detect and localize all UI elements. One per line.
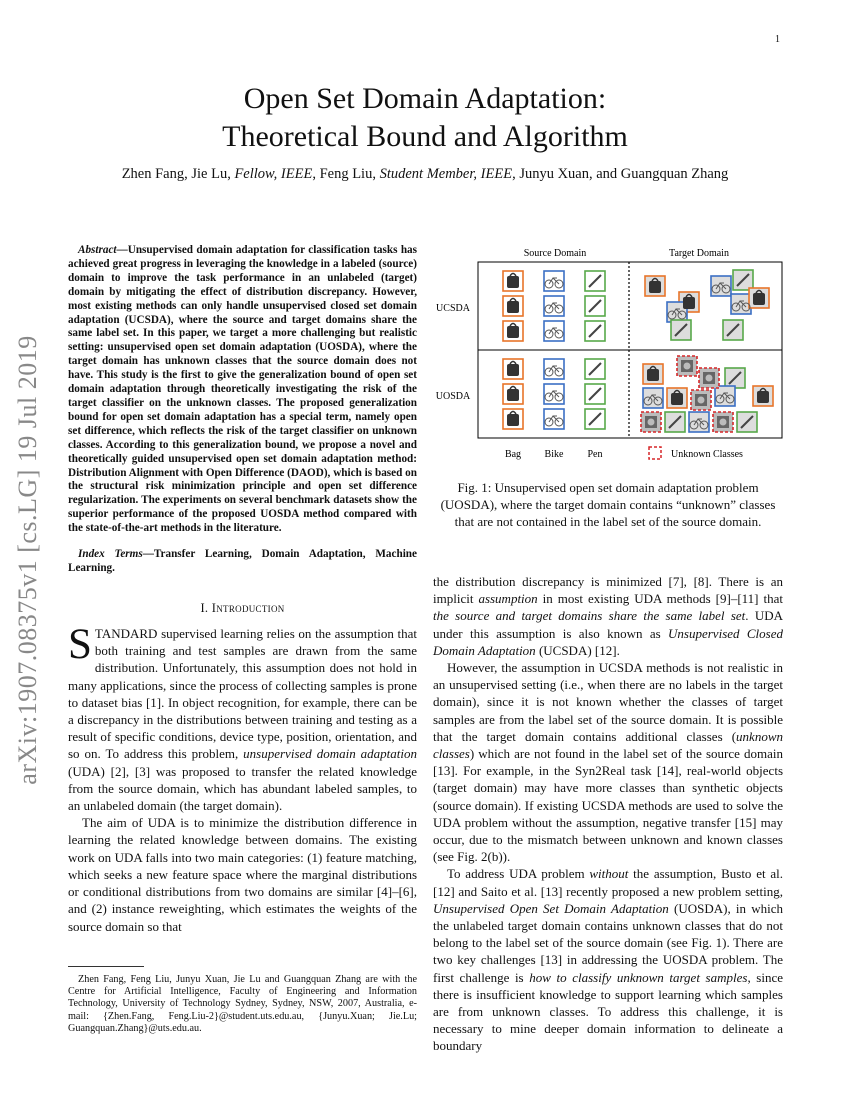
author-role-2: Student Member, IEEE [379, 166, 513, 182]
figure-1-caption: Fig. 1: Unsupervised open set domain adaptation problem (UOSDA), where the target domain contains “unknown” classes that are not contained in the label set of the source domain. [440, 480, 776, 530]
legend-pen: Pen [587, 449, 603, 460]
left-column [68, 244, 417, 935]
abstract [68, 244, 417, 536]
legend-bag: Bag [504, 449, 522, 460]
unknown-object-icon [703, 372, 715, 384]
footnote-block [68, 974, 417, 1035]
section-title: Introduction [211, 600, 285, 615]
abstract-text: —Unsupervised domain adaptation for classification tasks has achieved great progress in leveraging the knowledge in a labeled (source) domain to improve the task performance in an unlabeled (target) domain by mitigating the effect of distribution discrepancy. However, most existing methods can only handle unsupervised closed set domain adaptation (UCSDA), where the source and target domains share the same label set. In this paper, we target a more challenging but realistic setting: unsupervised open set domain adaptation (UOSDA), where the target domain has unknown classes that the source domain does not have. This study is the first to give the generalization bound of open set domain adaptation through theoretically investigating the risk of the target classifier on the unknown classes. The proposed generalization bound for open set domain adaptation has a special term, namely open set difference, which reflects the risk of the target classifier on unknown classes. According to this generalization bound, we propose a novel and theoretically guided unsupervised open set domain adaptation method: Distribution Alignment with Open Difference (DAOD), which is based on the structural risk minimization principle and open set difference regularization. The experiments on several benchmark datasets show the superior performance of the proposed UOSDA method compared with the state-of-the-art methods in the literature. [68, 244, 417, 535]
source-domain-label: Source Domain [523, 248, 587, 259]
rc-p3-em3: how to classify unknown target samples [529, 969, 748, 985]
rc-p3-tail: , since there is insufficient knowledge to support learning which samples are from unknown classes. To address this challenge, it is necessary to mine deeper domain information to delineate a boundary [433, 969, 784, 1054]
rc-p3-em2: Unsupervised Open Set Domain Adaptation [433, 900, 669, 916]
rc-p1-tail: (UCSDA) [12]. [535, 642, 620, 658]
right-paragraph-3 [433, 865, 783, 1054]
rc-p3-mid: the assumption, Busto et al. [12] and Saito et al. [13] recently proposed a new problem setting, [433, 866, 783, 899]
rc-p1-em1: assumption [478, 591, 538, 607]
ucsda-row-label: UCSDA [436, 303, 470, 314]
rc-p3-em1: without [589, 866, 629, 882]
rc-p1-mid: in most existing UDA methods [9]–[11] that [537, 591, 783, 607]
arxiv-stamp [13, 300, 42, 820]
right-paragraph-1 [433, 573, 783, 659]
authors-part-1: Zhen Fang, Jie Lu, [121, 166, 235, 182]
intro-paragraph-1 [68, 621, 418, 814]
right-column [433, 244, 783, 531]
index-terms-text: —Transfer Learning, Domain Adaptation, Machine Learning. [68, 548, 417, 574]
authors-part-2: , Feng Liu, [312, 166, 380, 182]
index-terms [68, 548, 417, 576]
intro-p1-lead: TANDARD supervised learning relies on the assumption that both training and test samples are drawn from the same distribution. Unfortunately, this assumption does not hold in many applications, since the process of collecting samples is prone to dataset bias [1]. In object recognition, for example, there can be a discrepancy in the distributions between training and testing as a result of specific conditions, device type, position, orientation, and so on. To address this problem, [68, 626, 417, 762]
uosda-row-label: UOSDA [435, 391, 471, 402]
figure-1-diagram [433, 244, 785, 460]
unknown-object-icon [645, 416, 657, 428]
author-role-1: Fellow, IEEE [234, 166, 313, 182]
right-column-body [433, 573, 783, 1055]
abstract-label: Abstract [78, 244, 117, 256]
rc-p1-mid2: . UDA under this assumption is also known as [433, 608, 783, 641]
rc-p3-mid2: (UOSDA), in which the unlabeled target domain contains unknown classes that do not belong to the label set of the source domain (see Fig. 1). There are two key challenges [13] in addressing the UOSDA problem. The first challenge is [433, 900, 783, 985]
index-terms-label: Index Terms [78, 548, 143, 561]
rc-p1-em3: Unsupervised Closed Domain Adaptation [433, 625, 783, 658]
rc-p2-em: unknown classes [433, 728, 783, 762]
section-numeral: I. [200, 600, 212, 615]
right-paragraph-2 [433, 659, 783, 865]
target-domain-label: Target Domain [669, 248, 729, 259]
intro-p1-tail: (UDA) [2], [3] was proposed to transfer the related knowledge from the source domain, which has abundant labeled samples, to an unlabeled domain (the target domain). [68, 763, 417, 814]
rc-p1-em2: the source and target domains share the same label set [433, 608, 746, 624]
rc-p3-lead: To address UDA problem [447, 866, 590, 882]
page-number: 1 [775, 34, 780, 45]
rc-p1-lead: the distribution discrepancy is minimized [7], [8]. There is an implicit [433, 574, 783, 607]
intro-paragraph-2: The aim of UDA is to minimize the distribution difference in learning the related knowledge between domains. The existing work on UDA falls into two main categories: (1) feature matching, which seeks a new feature space where the marginal distributions or conditional distributions from two domains are similar [4]–[6], and (2) instance reweighting, which estimates the weights of the source domain so that [68, 815, 417, 934]
author-list [0, 166, 850, 183]
paper-title [0, 80, 850, 156]
title-line-2: Theoretical Bound and Algorithm [222, 120, 628, 153]
unknown-object-icon [717, 416, 729, 428]
rc-p2-lead: However, the assumption in UCSDA methods is not realistic in an unsupervised setting (i.e., when there are no labels in the target domain), since it is not known whether the classes of target samples are from the label set of the source domain. It is possible that the target domain contains additional classes ( [433, 660, 783, 744]
legend-unknown-swatch [649, 447, 661, 459]
section-heading-introduction [68, 600, 417, 617]
footnote: Zhen Fang, Feng Liu, Junyu Xuan, Jie Lu and Guangquan Zhang are with the Centre for Artificial Intelligence, Faculty of Engineering and Information Technology, University of Technology Sydney, Sydney, NSW, 2007, Australia, e-mail: {Zhen.Fang, Feng.Liu-2}@student.uts.edu.au, {Junyu.Xuan; Jie.Lu; Guangquan.Zhang}@uts.edu.au. [68, 974, 417, 1034]
figure-1 [433, 244, 785, 460]
legend-bike: Bike [544, 449, 564, 460]
legend-unknown: Unknown Classes [671, 449, 743, 460]
authors-part-3: , Junyu Xuan, and Guangquan Zhang [512, 166, 729, 182]
rc-p2-tail: ) which are not found in the label set of the source domain [13]. For example, in the Syn2Real task [14], real-world objects (target domain) may have more classes than synthetic objects (source domain). If existing UCSDA methods are used to solve the UDA problem without the assumption, negative transfer [15] may occur, due to the mismatch between unknown and known classes (see Fig. 2(b)). [433, 746, 783, 865]
unknown-object-icon [695, 394, 707, 406]
title-line-1: Open Set Domain Adaptation: [243, 82, 607, 115]
drop-cap: S [68, 621, 92, 669]
unknown-object-icon [681, 360, 693, 372]
footnote-rule [68, 966, 144, 967]
arxiv-stamp-text: arXiv:1907.08375v1 [cs.LG] 19 Jul 2019 [13, 335, 42, 785]
intro-p1-em: unsupervised domain adaptation [243, 746, 418, 762]
